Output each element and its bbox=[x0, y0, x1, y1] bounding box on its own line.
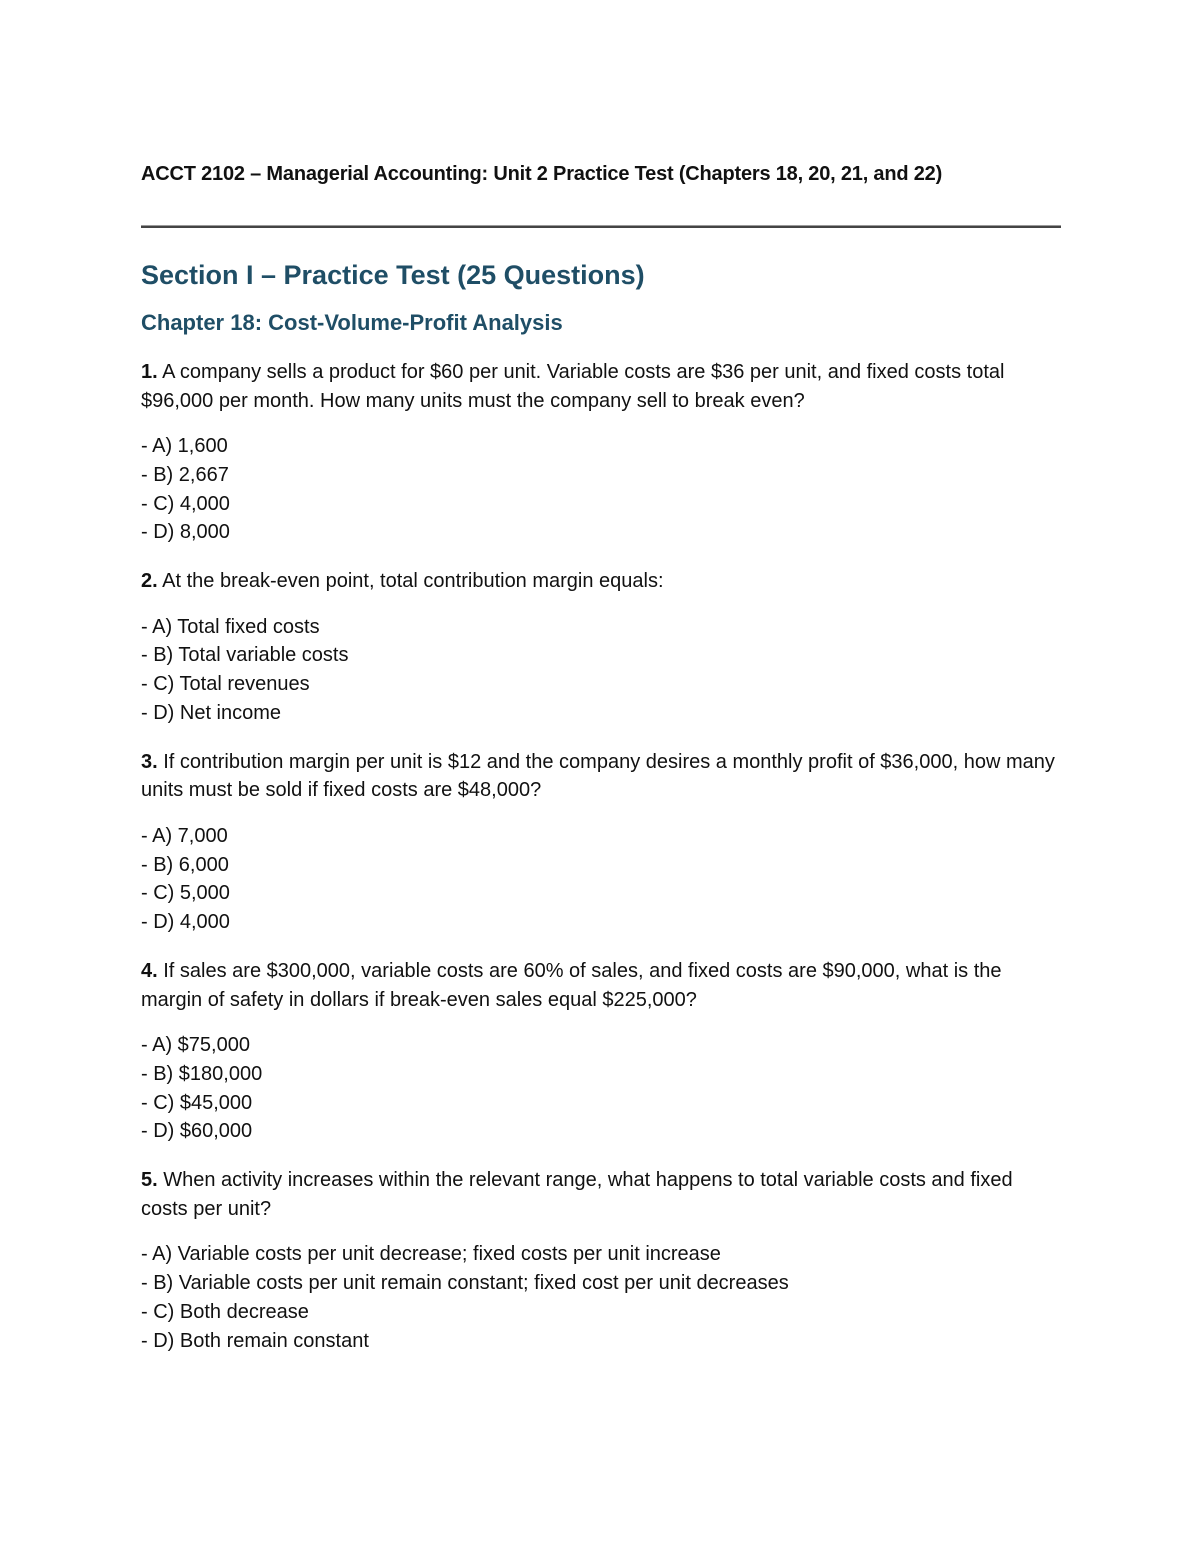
answer-option: - C) 5,000 bbox=[141, 882, 230, 905]
question-stem bbox=[141, 1166, 1061, 1223]
answer-options bbox=[141, 1031, 1061, 1146]
answer-option: - D) 8,000 bbox=[141, 521, 230, 544]
question-stem bbox=[141, 748, 1061, 805]
answer-option: - A) Total fixed costs bbox=[141, 615, 320, 638]
question-number: 5. bbox=[141, 1169, 158, 1192]
answer-option: - A) 7,000 bbox=[141, 824, 228, 847]
question-number: 4. bbox=[141, 960, 158, 983]
question-stem bbox=[141, 957, 1061, 1014]
question-number: 2. bbox=[141, 570, 158, 593]
question-number: 1. bbox=[141, 361, 158, 383]
question-2 bbox=[141, 567, 1061, 728]
question-text: If sales are $300,000, variable costs are 60% of sales, and fixed costs are $90,000, what is the margin of safety in dollars if break-even sales equal $225,000? bbox=[141, 960, 1002, 1011]
document-title: ACCT 2102 – Managerial Accounting: Unit 2 Practice Test (Chapters 18, 20, 21, and 22) bbox=[141, 163, 943, 185]
question-text: At the break-even point, total contribution margin equals: bbox=[162, 570, 664, 593]
answer-option: - A) $75,000 bbox=[141, 1034, 250, 1057]
answer-option: - C) Total revenues bbox=[141, 673, 310, 696]
question-4 bbox=[141, 957, 1061, 1146]
question-stem bbox=[141, 567, 1061, 596]
chapter-title: Chapter 18: Cost-Volume-Profit Analysis bbox=[141, 310, 563, 335]
answer-option: - A) 1,600 bbox=[141, 435, 228, 457]
answer-option: - B) Variable costs per unit remain constant; fixed cost per unit decreases bbox=[141, 1272, 789, 1295]
question-1 bbox=[141, 358, 1061, 547]
answer-option: - B) $180,000 bbox=[141, 1062, 263, 1085]
answer-option: - B) Total variable costs bbox=[141, 644, 349, 667]
answer-option: - B) 6,000 bbox=[141, 853, 229, 876]
title-divider bbox=[141, 225, 1061, 228]
document-page bbox=[141, 160, 1061, 1355]
question-5 bbox=[141, 1166, 1061, 1355]
question-text: When activity increases within the relevant range, what happens to total variable costs and fixed costs per unit? bbox=[141, 1169, 1013, 1220]
question-stem bbox=[141, 358, 1061, 415]
question-list bbox=[141, 358, 1061, 1355]
question-text: A company sells a product for $60 per unit. Variable costs are $36 per unit, and fixed costs total $96,000 per month. How many units must the company sell to break even? bbox=[141, 361, 1005, 412]
question-3 bbox=[141, 748, 1061, 937]
section-title: Section I – Practice Test (25 Questions) bbox=[141, 260, 645, 290]
question-number: 3. bbox=[141, 750, 158, 773]
question-text: If contribution margin per unit is $12 and the company desires a monthly profit of $36,000, how many units must be sold if fixed costs are $48,000? bbox=[141, 750, 1055, 802]
answer-options bbox=[141, 822, 1061, 937]
answer-options bbox=[141, 613, 1061, 728]
answer-option: - D) Net income bbox=[141, 702, 282, 725]
answer-option: - C) $45,000 bbox=[141, 1091, 253, 1114]
answer-option: - B) 2,667 bbox=[141, 463, 229, 486]
answer-option: - D) Both remain constant bbox=[141, 1329, 369, 1352]
answer-option: - D) $60,000 bbox=[141, 1120, 253, 1143]
answer-option: - C) 4,000 bbox=[141, 492, 230, 515]
answer-option: - C) Both decrease bbox=[141, 1300, 309, 1323]
answer-options bbox=[141, 1240, 1061, 1355]
answer-option: - A) Variable costs per unit decrease; fixed costs per unit increase bbox=[141, 1243, 721, 1266]
answer-option: - D) 4,000 bbox=[141, 911, 230, 934]
answer-options bbox=[141, 432, 1061, 547]
